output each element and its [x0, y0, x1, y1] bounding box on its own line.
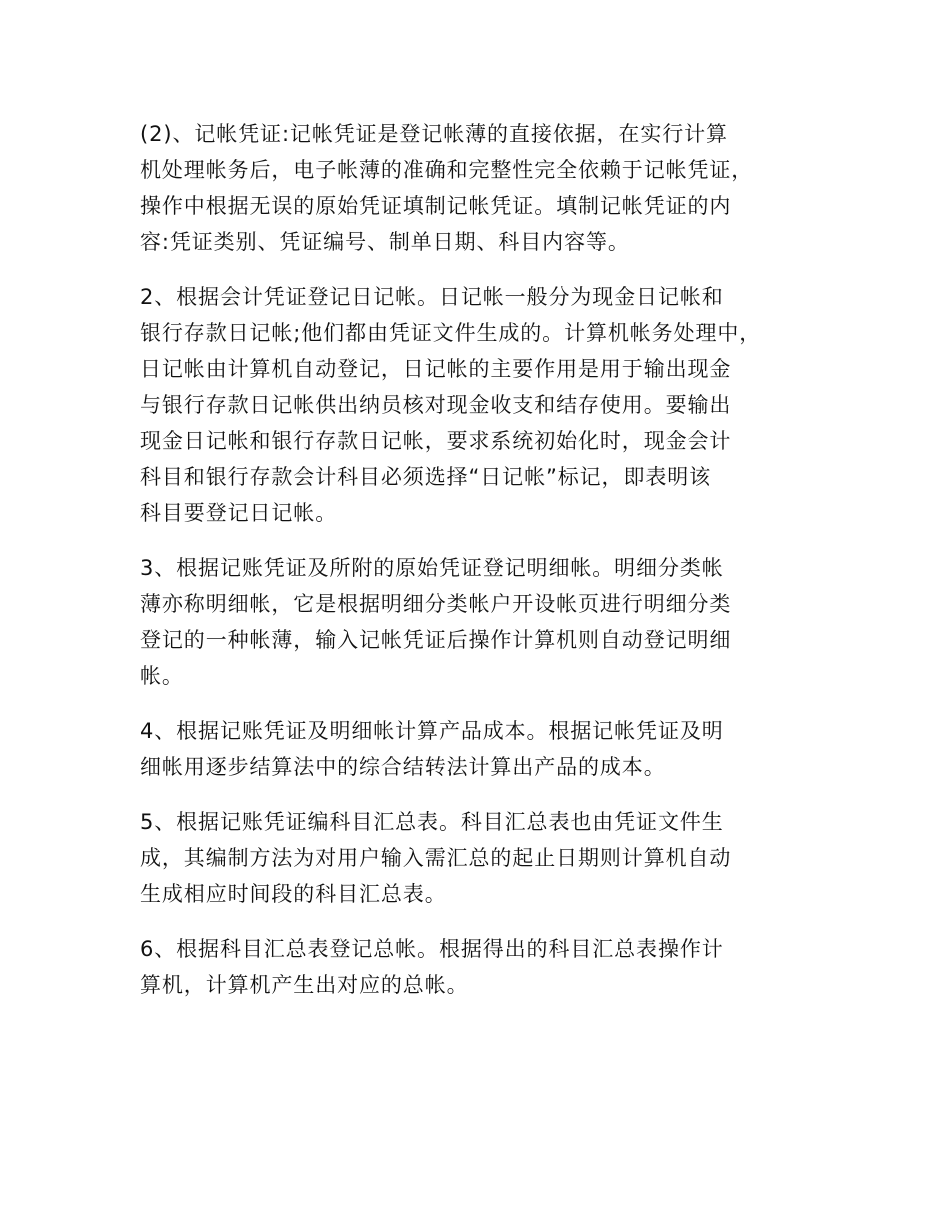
- paragraph-detail-ledger: [140, 550, 820, 694]
- text-line: 帐。: [140, 664, 184, 688]
- text-line: 薄亦称明细帐，它是根据明细分类帐户开设帐页进行明细分类: [140, 592, 732, 616]
- text-line: 算机，计算机产生出对应的总帐。: [140, 973, 469, 997]
- paragraph-general-ledger: [140, 931, 820, 1003]
- paragraph-journal: [140, 279, 820, 531]
- document-body: [140, 116, 820, 1022]
- text-line: 生成相应时间段的科目汇总表。: [140, 882, 447, 906]
- text-line: 科目要登记日记帐。: [140, 501, 338, 525]
- text-line: 4、根据记账凭证及明细帐计算产品成本。根据记帐凭证及明: [140, 719, 724, 743]
- text-line: (2)、记帐凭证:记帐凭证是登记帐薄的直接依据，在实行计算: [140, 122, 728, 146]
- text-line: 5、根据记账凭证编科目汇总表。科目汇总表也由凭证文件生: [140, 810, 724, 834]
- text-line: 银行存款日记帐;他们都由凭证文件生成的。计算机帐务处理中，: [140, 321, 762, 345]
- paragraph-summary-table: [140, 804, 820, 912]
- text-line: 2、根据会计凭证登记日记帐。日记帐一般分为现金日记帐和: [140, 285, 724, 309]
- text-line: 6、根据科目汇总表登记总帐。根据得出的科目汇总表操作计: [140, 937, 724, 961]
- text-line: 细帐用逐步结算法中的综合结转法计算出产品的成本。: [140, 755, 666, 779]
- text-line: 登记的一种帐薄，输入记帐凭证后操作计算机则自动登记明细: [140, 628, 732, 652]
- text-line: 容:凭证类别、凭证编号、制单日期、科目内容等。: [140, 230, 630, 254]
- paragraph-product-cost: [140, 713, 820, 785]
- text-line: 3、根据记账凭证及所附的原始凭证登记明细帐。明细分类帐: [140, 556, 724, 580]
- text-line: 现金日记帐和银行存款日记帐，要求系统初始化时，现金会计: [140, 429, 732, 453]
- paragraph-voucher: [140, 116, 820, 260]
- text-line: 机处理帐务后，电子帐薄的准确和完整性完全依赖于记帐凭证，: [140, 158, 754, 182]
- text-line: 科目和银行存款会计科目必须选择“日记帐”标记，即表明该: [140, 465, 712, 489]
- text-line: 操作中根据无误的原始凭证填制记帐凭证。填制记帐凭证的内: [140, 194, 732, 218]
- text-line: 与银行存款日记帐供出纳员核对现金收支和结存使用。要输出: [140, 393, 732, 417]
- text-line: 成，其编制方法为对用户输入需汇总的起止日期则计算机自动: [140, 846, 732, 870]
- text-line: 日记帐由计算机自动登记，日记帐的主要作用是用于输出现金: [140, 357, 732, 381]
